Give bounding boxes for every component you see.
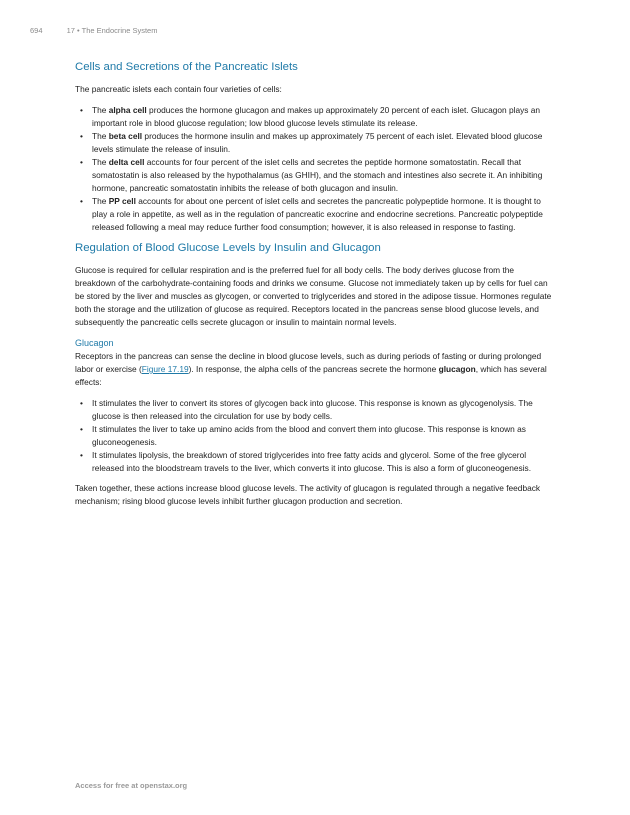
glucagon-effects-list bbox=[75, 397, 555, 475]
term-pp-cell: PP cell bbox=[108, 196, 136, 206]
subheading-glucagon: Glucagon bbox=[75, 338, 114, 348]
running-header bbox=[30, 26, 157, 35]
islet-cell-list bbox=[75, 104, 555, 234]
list-item-effect: • It stimulates the liver to take up amino acids from the blood and convert them into glucose. This response is known as gluconeogenesis. bbox=[75, 423, 555, 449]
list-item-effect: • It stimulates lipolysis, the breakdown of stored triglycerides into free fatty acids and glycerol. Some of the free glycerol released into the bloodstream travels to the liver, which converts it into glucose. This is also a form of gluconeogenesis. bbox=[75, 449, 555, 475]
islets-intro: The pancreatic islets each contain four varieties of cells: bbox=[75, 84, 282, 94]
closing-paragraph: Taken together, these actions increase blood glucose levels. The activity of glucagon is regulated through a negative feedback mechanism; rising blood glucose levels inhibit further glucagon production and secretion. bbox=[75, 483, 541, 506]
term-glucagon: glucagon bbox=[438, 364, 476, 374]
page-content bbox=[75, 60, 555, 516]
list-item-delta-cell: • The delta cell accounts for four percent of the islet cells and secretes the peptide hormone somatostatin. Recall that somatostatin is also released by the hypothalamus (as GHIH), and the stomach and intestines also secrete it. An inhibiting hormone, pancreatic somatostatin inhibits the release of both glucagon and insulin. bbox=[75, 156, 555, 195]
regulation-paragraph: Glucose is required for cellular respiration and is the preferred fuel for all body cells. The body derives glucose from the breakdown of the carbohydrate-containing foods and drinks we consume. Glucose not immediately taken up by cells for fuel can be stored by the liver and muscles as glycogen, or converted to triglycerides and stored in the adipose tissue. Hormones regulate both the storage and the utilization of glucose as required. Receptors located in the pancreas sense blood glucose levels, and subsequently the pancreatic cells secrete glucagon or insulin to maintain normal levels. bbox=[75, 265, 552, 327]
page-number: 694 bbox=[30, 26, 43, 35]
chapter-title: 17 • The Endocrine System bbox=[66, 26, 158, 35]
term-beta-cell: beta cell bbox=[108, 131, 143, 141]
figure-link[interactable]: Figure 17.19 bbox=[141, 364, 189, 374]
list-item-alpha-cell: • The alpha cell produces the hormone glucagon and makes up approximately 20 percent of each islet. Glucagon plays an important role in blood glucose regulation; low blood glucose levels stimulate its release. bbox=[75, 104, 555, 130]
term-alpha-cell: alpha cell bbox=[108, 105, 147, 115]
section-heading-islets: Cells and Secretions of the Pancreatic Islets bbox=[75, 61, 298, 73]
list-item-effect: • It stimulates the liver to convert its stores of glycogen back into glucose. This response is known as glycogenolysis. The glucose is then released into the circulation for use by body cells. bbox=[75, 397, 555, 423]
list-item-pp-cell: • The PP cell accounts for about one percent of islet cells and secretes the pancreatic polypeptide hormone. It is thought to play a role in appetite, as well as in the regulation of pancreatic exocrine and endocrine secretions. Pancreatic polypeptide released following a meal may reduce further food consumption; however, it is also released in response to fasting. bbox=[75, 195, 555, 234]
section-heading-regulation: Regulation of Blood Glucose Levels by Insulin and Glucagon bbox=[75, 242, 381, 254]
footer-text: Access for free at openstax.org bbox=[75, 781, 188, 790]
list-item-beta-cell: • The beta cell produces the hormone insulin and makes up approximately 75 percent of each islet. Elevated blood glucose levels stimulate the release of insulin. bbox=[75, 130, 555, 156]
glucagon-paragraph: Receptors in the pancreas can sense the decline in blood glucose levels, such as during periods of fasting or during prolonged labor or exercise (Figure 17.19). In response, the alpha cells of the pancreas secrete the hormone glucagon, which has several effects: bbox=[75, 351, 547, 387]
term-delta-cell: delta cell bbox=[108, 157, 145, 167]
